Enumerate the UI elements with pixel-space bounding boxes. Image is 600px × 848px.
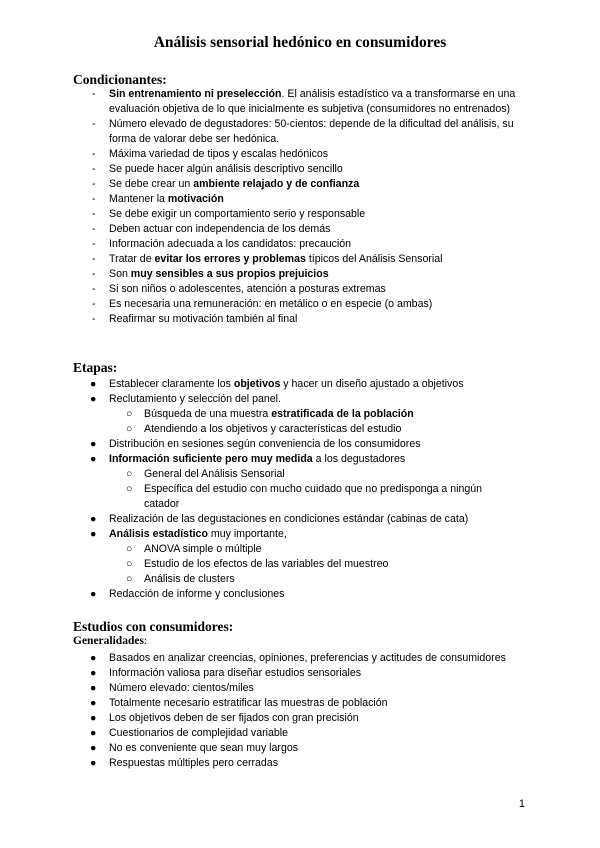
list-item: - Reafirmar su motivación también al final [109, 312, 529, 327]
circle-bullet-icon: ○ [126, 543, 133, 555]
list-item: - Son muy sensibles a sus propios prejuicios [109, 267, 529, 282]
bullet-icon: ● [90, 588, 97, 600]
list-item: ● Respuestas múltiples pero cerradas [90, 757, 278, 769]
estudios-list [90, 651, 529, 771]
list-item: - Si son niños o adolescentes, atención a posturas extremas [109, 282, 529, 297]
list-item: ● Cuestionarios de complejidad variable [90, 727, 289, 739]
list-item: ● Información suficiente pero muy medida a los degustadores [90, 453, 406, 465]
bullet-icon: ● [90, 513, 97, 525]
list-item: - Tratar de evitar los errores y problemas típicos del Análisis Sensorial [109, 252, 529, 267]
list-item: - Deben actuar con independencia de los demás [109, 222, 529, 237]
list-item: ● Número elevado: cientos/miles [90, 682, 254, 694]
list-item: ○ General del Análisis Sensorial [126, 468, 285, 480]
list-item: - Número elevado de degustadores: 50-cientos: depende de la dificultad del análisis, su forma de valorar debe ser hedónica. [109, 117, 529, 147]
list-item: ○ Análisis de clusters [126, 573, 235, 585]
circle-bullet-icon: ○ [126, 558, 133, 570]
list-item: ● Análisis estadístico muy importante, [90, 528, 287, 540]
section-heading-condicionantes: Condicionantes: [73, 72, 167, 87]
list-item: ○ Específica del estudio con mucho cuidado que no predisponga a ningún catador [126, 483, 483, 510]
circle-bullet-icon: ○ [126, 408, 133, 420]
circle-bullet-icon: ○ [126, 423, 133, 435]
list-item: ● Distribución en sesiones según conveniencia de los consumidores [90, 438, 421, 450]
list-item: - Se debe exigir un comportamiento serio y responsable [109, 207, 529, 222]
bullet-icon: ● [90, 393, 97, 405]
bullet-icon: ● [90, 742, 97, 754]
list-item: - Se puede hacer algún análisis descriptivo sencillo [109, 162, 529, 177]
list-item: ● Establecer claramente los objetivos y hacer un diseño ajustado a objetivos [90, 378, 464, 390]
bullet-icon: ● [90, 697, 97, 709]
list-item: ● No es conveniente que sean muy largos [90, 742, 299, 754]
bullet-icon: ● [90, 727, 97, 739]
bullet-icon: ● [90, 378, 97, 390]
circle-bullet-icon: ○ [126, 483, 133, 495]
circle-bullet-icon: ○ [126, 468, 133, 480]
bullet-icon: ● [90, 757, 97, 769]
list-item: ● Información valiosa para diseñar estudios sensoriales [90, 667, 362, 679]
list-item: ● Redacción de informe y conclusiones [90, 588, 285, 600]
list-item: - Es necesaria una remuneración: en metálico o en especie (o ambas) [109, 297, 529, 312]
list-item: ○ Búsqueda de una muestra estratificada de la población [126, 408, 414, 420]
list-item: - Información adecuada a los candidatos: precaución [109, 237, 529, 252]
list-item: ○ Estudio de los efectos de las variables del muestreo [126, 558, 389, 570]
list-item: - Mantener la motivación [109, 192, 529, 207]
condicionantes-list [109, 87, 529, 327]
subheading-generalidades: Generalidades: [73, 635, 148, 647]
bullet-icon: ● [90, 453, 97, 465]
list-item: ● Totalmente necesario estratificar las muestras de población [90, 697, 388, 709]
bullet-icon: ● [90, 438, 97, 450]
list-item: ● Realización de las degustaciones en condiciones estándar (cabinas de cata) [90, 513, 469, 525]
bullet-icon: ● [90, 528, 97, 540]
section-heading-estudios: Estudios con consumidores: [73, 619, 234, 634]
list-item: ● Reclutamiento y selección del panel. [90, 393, 281, 405]
list-item: - Sin entrenamiento ni preselección. El análisis estadístico va a transformarse en una evaluación objetiva de lo que inicialmente es subjetiva (consumidores no entrenados) [109, 87, 529, 117]
etapas-list [90, 377, 529, 602]
list-item: - Máxima variedad de tipos y escalas hedónicos [109, 147, 529, 162]
bullet-icon: ● [90, 712, 97, 724]
list-item: ● Los objetivos deben de ser fijados con gran precisión [90, 712, 359, 724]
page-number: 1 [518, 798, 525, 810]
list-item: ● Basados en analizar creencias, opiniones, preferencias y actitudes de consumidores [90, 652, 506, 664]
list-item: ○ Atendiendo a los objetivos y características del estudio [126, 423, 402, 435]
section-heading-etapas: Etapas: [73, 360, 118, 375]
document-title: Análisis sensorial hedónico en consumidores [153, 34, 447, 51]
circle-bullet-icon: ○ [126, 573, 133, 585]
bullet-icon: ● [90, 682, 97, 694]
bullet-icon: ● [90, 667, 97, 679]
list-item: - Se debe crear un ambiente relajado y de confianza [109, 177, 529, 192]
list-item: ○ ANOVA simple o múltiple [126, 543, 262, 555]
bullet-icon: ● [90, 652, 97, 664]
